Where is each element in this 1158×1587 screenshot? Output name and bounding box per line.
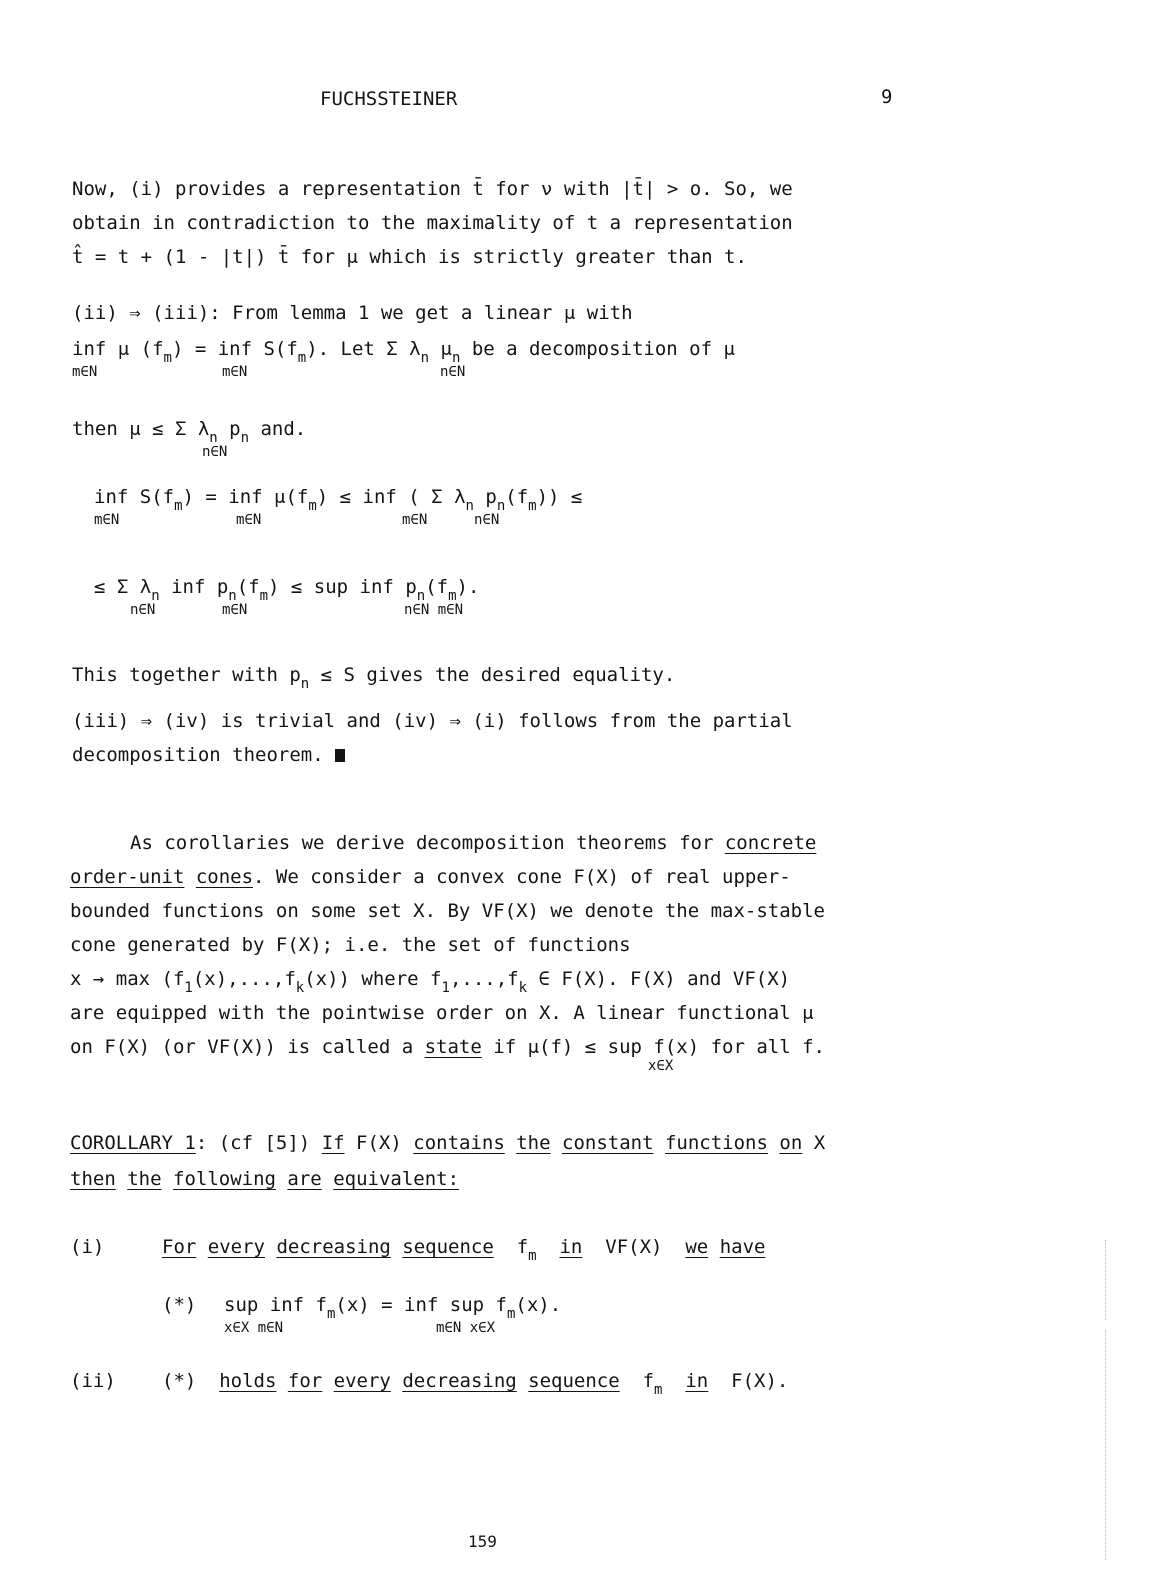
limit-index: n∈N bbox=[440, 364, 466, 380]
star-equation: sup inf $f_m(x)$ = inf sup $f_m(x)$. bbox=[224, 1294, 562, 1322]
limit-index: n∈N bbox=[202, 444, 228, 460]
running-head-page-number: 9 bbox=[881, 86, 893, 108]
paragraph-1-line-3: t̂ = t + (1 - |t|) t̄ for μ which is strictly greater than t. bbox=[72, 246, 747, 268]
corollary-1-line-1: COROLLARY 1: (cf [5]) If F(X) contains the constant functions on X bbox=[70, 1132, 826, 1154]
corollaries-line-4: cone generated by F(X); i.e. the set of functions bbox=[70, 934, 631, 956]
paragraph-1-line-2: obtain in contradiction to the maximality of t a representation bbox=[72, 212, 793, 234]
limit-index: x∈X bbox=[648, 1058, 674, 1074]
limit-index: m∈N bbox=[222, 364, 248, 380]
footer-page-number: 159 bbox=[468, 1532, 497, 1551]
corollary-1-line-2: then the following are equivalent: bbox=[70, 1168, 460, 1190]
limit-index: n∈N bbox=[474, 512, 500, 528]
proof-line-1: (ii) ⇒ (iii): From lemma 1 we get a linear μ with bbox=[72, 302, 633, 324]
item-ii-text: (*) holds for every decreasing sequence $f_m$ in F(X). bbox=[162, 1370, 789, 1398]
proof-line-3: then μ ≤ Σ $\lambda_n$ $p_n$ and. bbox=[72, 418, 307, 446]
limit-index: m∈N bbox=[236, 512, 262, 528]
scan-edge-mark bbox=[1105, 1330, 1136, 1560]
corollaries-line-7: on F(X) (or VF(X)) is called a state if μ(f) ≤ sup f(x) for all f. bbox=[70, 1036, 825, 1058]
equation-1: inf $S(f_m)$ = inf $\mu(f_m)$ ≤ inf ( Σ $\lambda_n$ $p_n(f_m)$) ≤ bbox=[94, 486, 583, 514]
corollaries-line-1: As corollaries we derive decomposition theorems for concrete bbox=[130, 832, 817, 854]
corollary-title: COROLLARY 1 bbox=[70, 1132, 196, 1154]
corollaries-line-5: $x \to \max (f_1(x),...,f_k(x))$ where $f_1,...,f_k$ ∈ F(X). F(X) and VF(X) bbox=[70, 968, 791, 996]
limit-index: m∈N x∈X bbox=[436, 1320, 496, 1336]
corollaries-line-6: are equipped with the pointwise order on X. A linear functional μ bbox=[70, 1002, 814, 1024]
star-label: (*) bbox=[162, 1294, 197, 1316]
qed-square-icon bbox=[335, 749, 345, 762]
equation-2: ≤ Σ $\lambda_n$ inf $p_n(f_m)$ ≤ sup inf $p_n(f_m)$. bbox=[94, 576, 480, 604]
item-label: (i) bbox=[70, 1236, 105, 1258]
proof-line-4: This together with $p_n \le S$ gives the desired equality. bbox=[72, 664, 676, 692]
limit-index: n∈N m∈N bbox=[404, 602, 464, 618]
limit-index: m∈N bbox=[402, 512, 428, 528]
proof-line-5: (iii) ⇒ (iv) is trivial and (iv) ⇒ (i) follows from the partial bbox=[72, 710, 793, 732]
scan-edge-mark bbox=[1105, 1240, 1136, 1320]
limit-index: m∈N bbox=[222, 602, 248, 618]
corollaries-line-2: order-unit cones. We consider a convex cone F(X) of real upper- bbox=[70, 866, 791, 888]
item-label: (ii) bbox=[70, 1370, 116, 1392]
running-head-author: FUCHSSTEINER bbox=[320, 88, 458, 110]
paragraph-1-line-1: Now, (i) provides a representation t̄ for ν with |t̄| > o. So, we bbox=[72, 178, 793, 200]
proof-line-2: inf μ $(f_m)$ = inf $S(f_m)$. Let Σ $\lambda_n$ $\mu_n$ be a decomposition of μ bbox=[72, 338, 735, 366]
limit-index: m∈N bbox=[94, 512, 120, 528]
item-i-text: For every decreasing sequence $f_m$ in VF(X) we have bbox=[162, 1236, 766, 1264]
limit-index: m∈N bbox=[72, 364, 98, 380]
limit-index: n∈N bbox=[130, 602, 156, 618]
corollaries-line-3: bounded functions on some set X. By VF(X) we denote the max-stable bbox=[70, 900, 825, 922]
proof-line-6: decomposition theorem. bbox=[72, 744, 345, 766]
limit-index: x∈X m∈N bbox=[224, 1320, 284, 1336]
